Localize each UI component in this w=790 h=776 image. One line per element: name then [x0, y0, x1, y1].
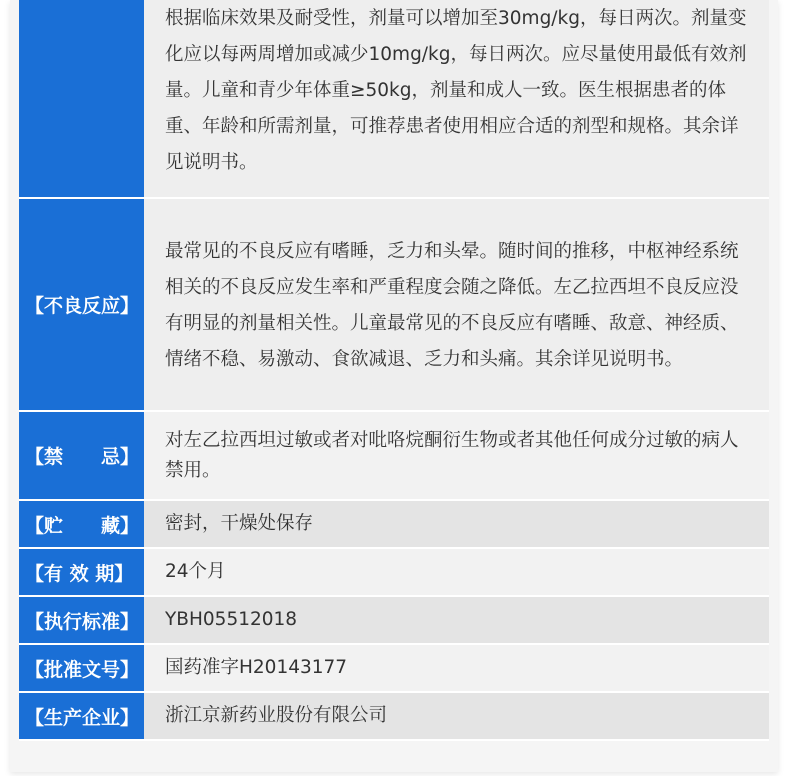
storage-text: 密封，干燥处保存	[144, 501, 769, 549]
row-storage	[19, 501, 769, 549]
contraindications-text: 对左乙拉西坦过敏或者对吡咯烷酮衍生物或者其他任何成分过敏的病人禁用。	[144, 412, 769, 501]
product-info-card	[10, 0, 778, 772]
standard-label: 【执行标准】	[19, 597, 144, 645]
row-dosage	[19, 0, 769, 199]
row-approval-number	[19, 645, 769, 693]
approval-number-text: 国药准字H20143177	[144, 645, 769, 693]
shelf-life-text: 24个月	[144, 549, 769, 597]
approval-number-label: 【批准文号】	[19, 645, 144, 693]
row-shelf-life	[19, 549, 769, 597]
shelf-life-label: 【有 效 期】	[19, 549, 144, 597]
manufacturer-label: 【生产企业】	[19, 693, 144, 741]
storage-label: 【贮 藏】	[19, 501, 144, 549]
dosage-label	[19, 0, 144, 199]
drug-info-table	[19, 0, 769, 741]
row-adverse-reactions	[19, 199, 769, 412]
manufacturer-text: 浙江京新药业股份有限公司	[144, 693, 769, 741]
adverse-reactions-text: 最常见的不良反应有嗜睡，乏力和头晕。随时间的推移，中枢神经系统相关的不良反应发生率和严重程度会随之降低。左乙拉西坦不良反应没有明显的剂量相关性。儿童最常见的不良反应有嗜睡、敌意、神经质、情绪不稳、易激动、食欲减退、乏力和头痛。其余详见说明书。	[144, 199, 769, 412]
row-contraindications	[19, 412, 769, 501]
dosage-text: 根据临床效果及耐受性，剂量可以增加至30mg/kg，每日两次。剂量变化应以每两周增加或减少10mg/kg，每日两次。应尽量使用最低有效剂量。儿童和青少年体重≥50kg，剂量和成人一致。医生根据患者的体重、年龄和所需剂量，可推荐患者使用相应合适的剂型和规格。其余详见说明书。	[144, 0, 769, 199]
row-manufacturer	[19, 693, 769, 741]
adverse-reactions-label: 【不良反应】	[19, 199, 144, 412]
row-standard	[19, 597, 769, 645]
contraindications-label: 【禁 忌】	[19, 412, 144, 501]
standard-text: YBH05512018	[144, 597, 769, 645]
